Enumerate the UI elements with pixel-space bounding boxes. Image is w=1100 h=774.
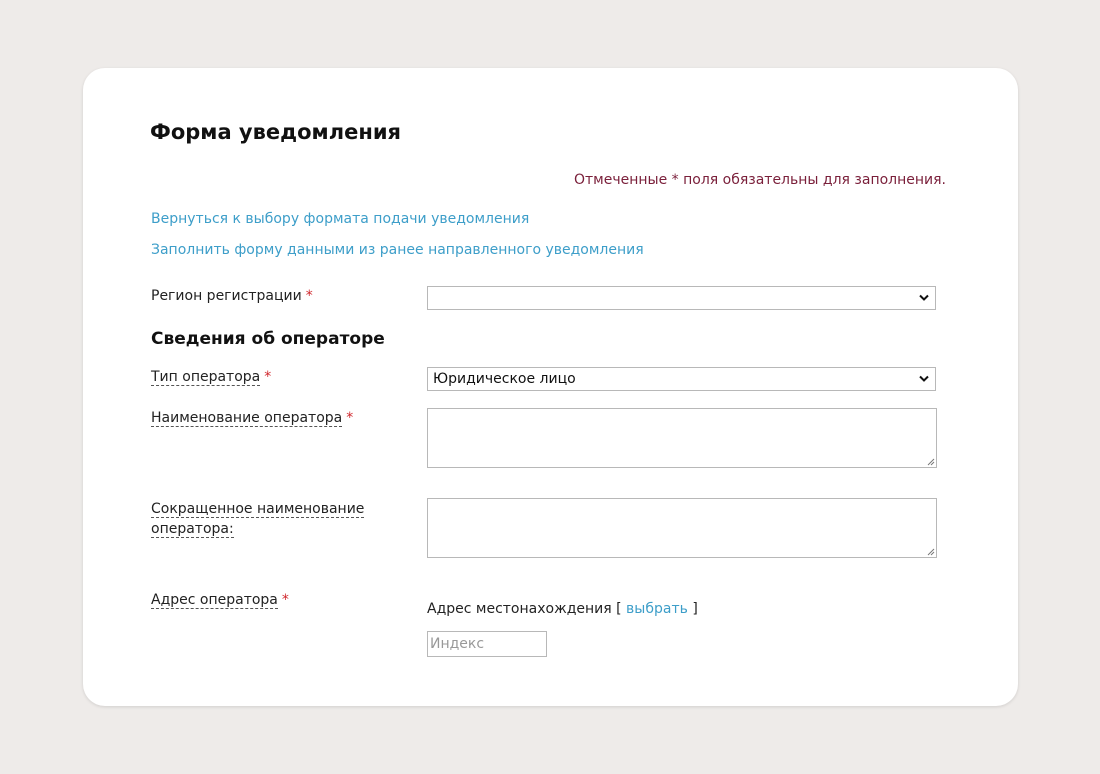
chevron-down-icon bbox=[919, 294, 929, 302]
pick-address-link[interactable]: выбрать bbox=[626, 601, 688, 617]
required-star: * bbox=[305, 288, 313, 304]
chevron-down-icon bbox=[919, 375, 929, 383]
short-name-label-line2: оператора: bbox=[151, 521, 234, 537]
bracket-close: ] bbox=[692, 601, 698, 617]
resize-grip-icon[interactable] bbox=[926, 547, 935, 556]
short-name-label bbox=[151, 499, 364, 539]
notification-form-card bbox=[83, 68, 1018, 706]
back-to-format-link[interactable]: Вернуться к выбору формата подачи уведомления bbox=[151, 211, 530, 227]
region-select[interactable] bbox=[427, 286, 936, 310]
short-name-textarea[interactable] bbox=[427, 498, 937, 558]
operator-section-title: Сведения об операторе bbox=[151, 329, 385, 349]
operator-name-textarea[interactable] bbox=[427, 408, 937, 468]
resize-grip-icon[interactable] bbox=[926, 457, 935, 466]
operator-address-label-text: Адрес оператора bbox=[151, 592, 278, 608]
required-fields-note: Отмеченные * поля обязательны для заполнения. bbox=[574, 172, 946, 188]
required-star: * bbox=[346, 410, 354, 426]
region-label-text: Регион регистрации bbox=[151, 288, 302, 304]
operator-type-label bbox=[151, 367, 271, 387]
page-title: Форма уведомления bbox=[150, 120, 402, 144]
location-address-label: Адрес местонахождения bbox=[427, 601, 612, 617]
region-label bbox=[151, 286, 313, 306]
operator-type-select-value: Юридическое лицо bbox=[433, 371, 576, 387]
operator-name-label bbox=[151, 408, 353, 428]
short-name-label-line1: Сокращенное наименование bbox=[151, 501, 365, 517]
operator-type-select[interactable] bbox=[427, 367, 936, 391]
location-address-line bbox=[427, 601, 698, 617]
required-star: * bbox=[281, 592, 289, 608]
operator-name-label-text: Наименование оператора bbox=[151, 410, 343, 426]
operator-address-label bbox=[151, 590, 289, 610]
required-star: * bbox=[264, 369, 272, 385]
fill-from-previous-link[interactable]: Заполнить форму данными из ранее направленного уведомления bbox=[151, 242, 644, 258]
bracket-open: [ bbox=[616, 601, 622, 617]
postal-index-input[interactable] bbox=[427, 631, 547, 657]
operator-type-label-text: Тип оператора bbox=[151, 369, 261, 385]
